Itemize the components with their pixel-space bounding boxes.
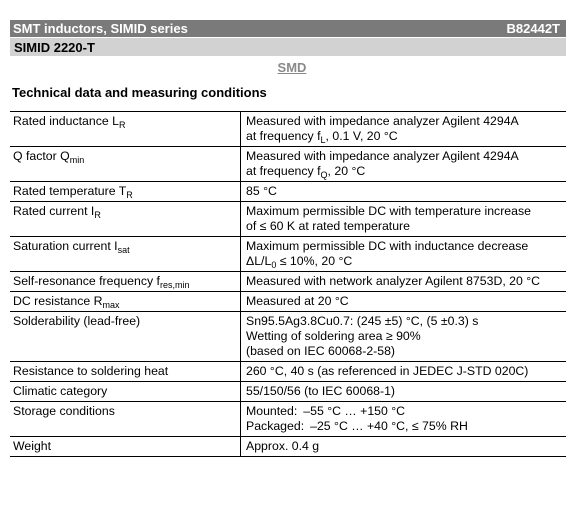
table-row [10, 382, 566, 402]
condition-cell [241, 292, 567, 312]
parameter-name: Rated temperature T [13, 184, 127, 198]
parameter-subscript: min [69, 155, 85, 165]
parameter-name: Rated current I [13, 204, 95, 218]
condition-line: 85 °C [246, 184, 277, 198]
table-row [10, 437, 566, 457]
condition-line: Wetting of soldering area ≥ 90% [246, 329, 421, 343]
parameter-cell [10, 272, 241, 292]
series-title: SMT inductors, SIMID series [13, 21, 188, 36]
parameter-subscript: sat [117, 245, 130, 255]
condition-cell [241, 237, 567, 272]
technical-data-table [10, 111, 566, 457]
condition-cell [241, 112, 567, 147]
table-row [10, 272, 566, 292]
condition-cell [241, 312, 567, 362]
parameter-cell [10, 147, 241, 182]
condition-cell [241, 382, 567, 402]
parameter-name: DC resistance R [13, 294, 103, 308]
parameter-cell [10, 312, 241, 362]
parameter-cell [10, 202, 241, 237]
table-row [10, 237, 566, 272]
condition-subscript: 0 [271, 260, 277, 270]
parameter-name: Resistance to soldering heat [13, 364, 169, 378]
condition-line: Approx. 0.4 g [246, 439, 320, 453]
condition-line: 260 °C, 40 s (as referenced in JEDEC J-STD 020C) [246, 364, 529, 378]
condition-cell [241, 437, 567, 457]
table-row [10, 112, 566, 147]
condition-line: Maximum permissible DC with inductance decrease [246, 239, 529, 253]
product-title: SIMID 2220-T [14, 40, 95, 55]
condition-cell [241, 147, 567, 182]
condition-line: Maximum permissible DC with temperature increase [246, 204, 531, 218]
condition-line: Measured at 20 °C [246, 294, 349, 308]
table-row [10, 202, 566, 237]
parameter-name: Storage conditions [13, 404, 115, 418]
condition-text: , 20 °C [327, 164, 366, 178]
series-header-bar [10, 20, 566, 37]
parameter-name: Solderability (lead-free) [13, 314, 141, 328]
parameter-name: Self-resonance frequency f [13, 274, 160, 288]
parameter-name: Climatic category [13, 384, 108, 398]
table-row [10, 292, 566, 312]
parameter-cell [10, 402, 241, 437]
parameter-name: Saturation current I [13, 239, 118, 253]
table-row [10, 402, 566, 437]
parameter-subscript: R [94, 210, 101, 220]
table-row [10, 182, 566, 202]
condition-line [246, 129, 563, 144]
section-title: Technical data and measuring conditions [12, 85, 267, 100]
product-subheader-bar [10, 38, 566, 56]
parameter-cell [10, 182, 241, 202]
condition-line: 55/150/56 (to IEC 60068-1) [246, 384, 396, 398]
table-row [10, 362, 566, 382]
condition-line: Measured with impedance analyzer Agilent 4294A [246, 114, 519, 128]
storage-label: Mounted: [246, 404, 298, 418]
condition-text: ≤ 10%, 20 °C [276, 254, 353, 268]
storage-value: –55 °C … +150 °C [303, 404, 406, 418]
parameter-subscript: max [102, 300, 120, 310]
parameter-name: Rated inductance L [13, 114, 119, 128]
condition-text: ΔL/L [246, 254, 272, 268]
storage-line [246, 404, 563, 419]
parameter-cell [10, 112, 241, 147]
storage-line [246, 419, 563, 434]
condition-text: at frequency f [246, 129, 321, 143]
condition-cell [241, 202, 567, 237]
storage-value: –25 °C … +40 °C, ≤ 75% RH [310, 419, 468, 433]
parameter-cell [10, 437, 241, 457]
condition-text: , 0.1 V, 20 °C [325, 129, 398, 143]
parameter-cell [10, 237, 241, 272]
parameter-subscript: R [118, 120, 126, 130]
condition-line: (based on IEC 60068-2-58) [246, 344, 396, 358]
parameter-subscript: R [126, 190, 133, 200]
table-row [10, 147, 566, 182]
smd-badge: SMD [277, 60, 307, 75]
condition-line: Measured with impedance analyzer Agilent 4294A [246, 149, 519, 163]
condition-line: Measured with network analyzer Agilent 8753D, 20 °C [246, 274, 541, 288]
condition-cell [241, 402, 567, 437]
part-number: B82442T [506, 21, 560, 36]
condition-line [246, 254, 563, 269]
condition-cell [241, 362, 567, 382]
condition-line: of ≤ 60 K at rated temperature [246, 219, 410, 233]
parameter-subscript: res,min [159, 280, 190, 290]
condition-cell [241, 182, 567, 202]
parameter-name: Q factor Q [13, 149, 70, 163]
condition-subscript: L [320, 135, 326, 145]
parameter-name: Weight [13, 439, 52, 453]
parameter-cell [10, 292, 241, 312]
condition-cell [241, 272, 567, 292]
parameter-cell [10, 362, 241, 382]
parameter-cell [10, 382, 241, 402]
table-row [10, 312, 566, 362]
technical-data-body [10, 112, 566, 457]
condition-subscript: Q [320, 170, 328, 180]
condition-text: at frequency f [246, 164, 321, 178]
condition-line [246, 164, 563, 179]
condition-line: Sn95.5Ag3.8Cu0.7: (245 ±5) °C, (5 ±0.3) s [246, 314, 479, 328]
storage-label: Packaged: [246, 419, 305, 433]
